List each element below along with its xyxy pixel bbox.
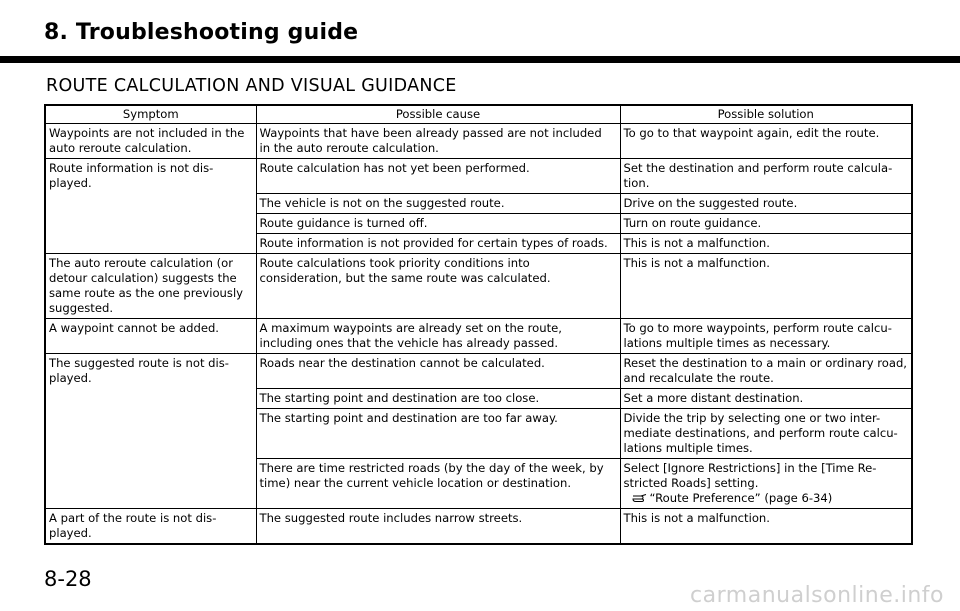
page-reference-text: “Route Preference” (page 6-34) xyxy=(649,491,833,505)
cause-cell: Route guidance is turned off. xyxy=(256,214,620,234)
chapter-title: 8. Troubleshooting guide xyxy=(44,20,359,45)
table-row xyxy=(46,124,911,159)
solution-text: Select [Ignore Restrictions] in the [Time Re-stricted Roads] setting. xyxy=(623,461,877,490)
symptom-cell: Waypoints are not included in the auto reroute calculation. xyxy=(46,124,256,159)
solution-cell: Divide the trip by selecting one or two inter-mediate destinations, and perform route calcu-lations multiple times. xyxy=(620,409,911,459)
cause-cell: The starting point and destination are too far away. xyxy=(256,409,620,459)
pointing-hand-reference-icon xyxy=(632,493,648,503)
cause-cell: Route information is not provided for certain types of roads. xyxy=(256,234,620,254)
cause-cell: Route calculations took priority conditions into consideration, but the same route was calculated. xyxy=(256,254,620,319)
cause-cell: Waypoints that have been already passed are not included in the auto reroute calculation. xyxy=(256,124,620,159)
symptom-cell: Route information is not dis-played. xyxy=(46,159,256,254)
page-header xyxy=(0,0,960,66)
table-row xyxy=(46,319,911,354)
solution-cell: Reset the destination to a main or ordinary road, and recalculate the route. xyxy=(620,354,911,389)
cause-cell: A maximum waypoints are already set on the route, including ones that the vehicle has already passed. xyxy=(256,319,620,354)
troubleshooting-table xyxy=(44,104,913,545)
cause-cell: The suggested route includes narrow streets. xyxy=(256,509,620,544)
symptom-cell: A part of the route is not dis-played. xyxy=(46,509,256,544)
cause-cell: The vehicle is not on the suggested route. xyxy=(256,194,620,214)
column-header-cause: Possible cause xyxy=(256,106,620,124)
cause-cell: Route calculation has not yet been performed. xyxy=(256,159,620,194)
symptom-cell: The auto reroute calculation (or detour calculation) suggests the same route as the one previously suggested. xyxy=(46,254,256,319)
cause-cell: The starting point and destination are too close. xyxy=(256,389,620,409)
solution-cell: To go to that waypoint again, edit the route. xyxy=(620,124,911,159)
symptom-cell: The suggested route is not dis-played. xyxy=(46,354,256,509)
table-row xyxy=(46,354,911,389)
table-header-row xyxy=(46,106,911,124)
column-header-solution: Possible solution xyxy=(620,106,911,124)
header-rule xyxy=(0,56,960,63)
page-number: 8-28 xyxy=(44,567,92,591)
solution-cell: This is not a malfunction. xyxy=(620,509,911,544)
table-row xyxy=(46,159,911,194)
cause-cell: Roads near the destination cannot be calculated. xyxy=(256,354,620,389)
watermark: carmanualsonline.info xyxy=(690,583,944,608)
column-header-symptom: Symptom xyxy=(46,106,256,124)
solution-cell xyxy=(620,459,911,509)
section-title: ROUTE CALCULATION AND VISUAL GUIDANCE xyxy=(46,76,457,96)
solution-cell: Set a more distant destination. xyxy=(620,389,911,409)
solution-cell: Turn on route guidance. xyxy=(620,214,911,234)
solution-cell: Drive on the suggested route. xyxy=(620,194,911,214)
solution-cell: Set the destination and perform route calcula-tion. xyxy=(620,159,911,194)
cause-cell: There are time restricted roads (by the day of the week, by time) near the current vehicle location or destination. xyxy=(256,459,620,509)
table-row xyxy=(46,509,911,544)
solution-cell: This is not a malfunction. xyxy=(620,254,911,319)
page-reference[interactable] xyxy=(624,491,908,506)
solution-cell: This is not a malfunction. xyxy=(620,234,911,254)
symptom-cell: A waypoint cannot be added. xyxy=(46,319,256,354)
solution-cell: To go to more waypoints, perform route calcu-lations multiple times as necessary. xyxy=(620,319,911,354)
table-row xyxy=(46,254,911,319)
